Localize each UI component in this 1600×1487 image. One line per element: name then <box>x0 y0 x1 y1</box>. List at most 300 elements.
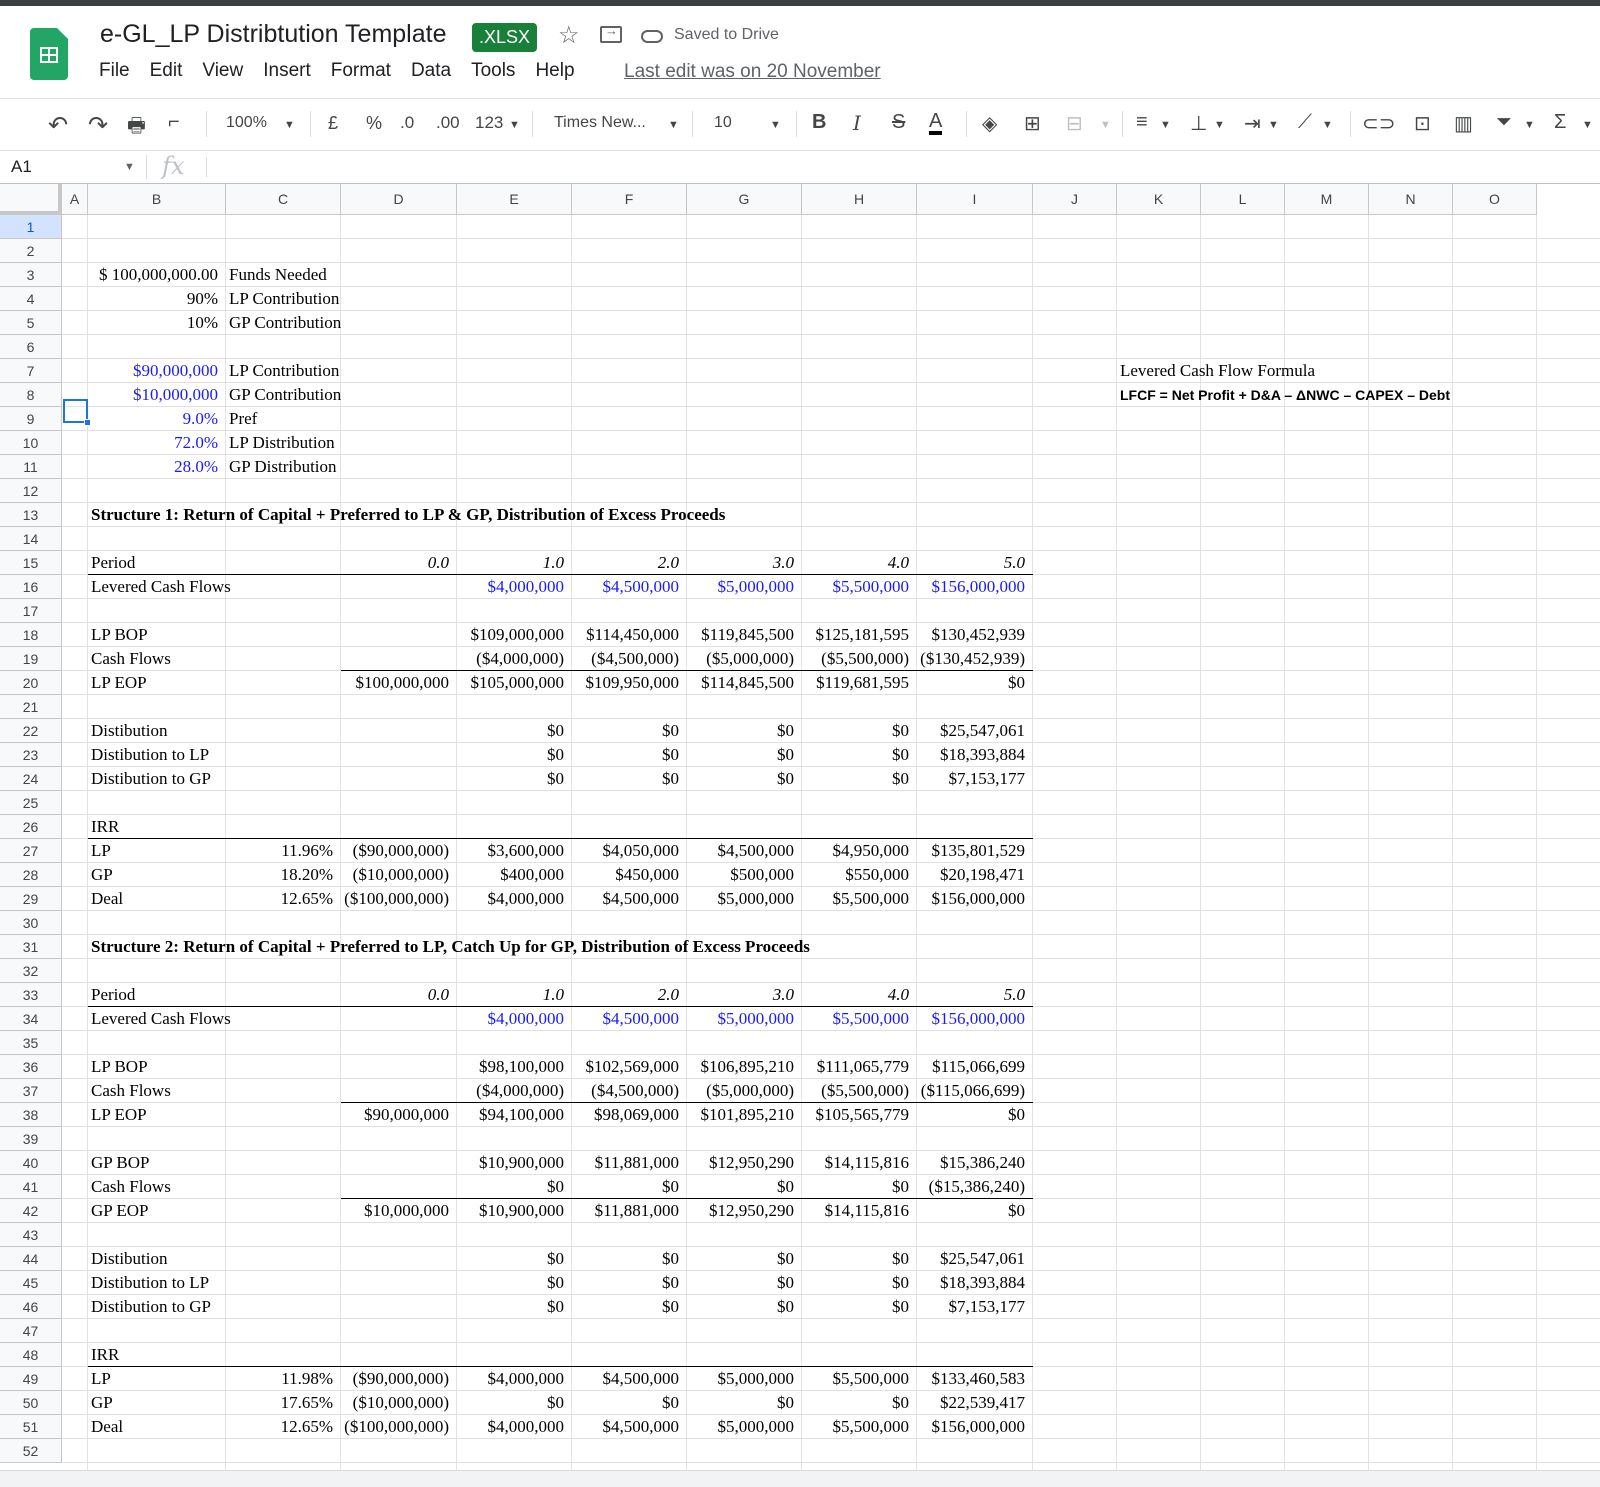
value-cell[interactable]: $5,500,000 <box>832 1417 909 1436</box>
row-header-20[interactable]: 20 <box>0 671 62 695</box>
italic-button[interactable]: I <box>853 111 861 135</box>
value-cell[interactable]: $450,000 <box>615 865 679 884</box>
chevron-down-icon[interactable]: ▼ <box>1582 119 1593 131</box>
value-cell[interactable]: 11.98% <box>281 1369 333 1388</box>
chevron-down-icon[interactable]: ▼ <box>1322 119 1333 131</box>
row-label[interactable]: LP <box>91 841 111 860</box>
row-label[interactable]: Period <box>91 553 136 572</box>
value-cell[interactable]: ($115,066,699) <box>920 1081 1025 1100</box>
value-cell[interactable]: 3.0 <box>772 553 794 572</box>
value-cell[interactable]: $94,100,000 <box>479 1105 564 1124</box>
row-header-39[interactable]: 39 <box>0 1127 62 1151</box>
row-header-48[interactable]: 48 <box>0 1343 62 1367</box>
value-cell[interactable]: ($15,386,240) <box>928 1177 1025 1196</box>
value-cell[interactable]: $25,547,061 <box>940 1249 1025 1268</box>
row-header-33[interactable]: 33 <box>0 983 62 1007</box>
chevron-down-icon[interactable]: ▼ <box>284 119 295 131</box>
value-cell[interactable]: $114,450,000 <box>586 625 679 644</box>
row-header-9[interactable]: 9 <box>0 407 62 431</box>
print-icon[interactable]: 🖶 <box>127 115 146 137</box>
row-header-28[interactable]: 28 <box>0 863 62 887</box>
value-cell[interactable]: $0 <box>547 1273 564 1292</box>
value-cell[interactable]: 1.0 <box>542 553 564 572</box>
value-cell[interactable]: $156,000,000 <box>931 889 1025 908</box>
value-cell[interactable]: $0 <box>662 1177 679 1196</box>
value-cell[interactable]: ($90,000,000) <box>352 1369 449 1388</box>
input-label[interactable]: Pref <box>229 409 258 428</box>
value-cell[interactable]: $10,900,000 <box>479 1153 564 1172</box>
text-wrap-icon[interactable]: ⇥ <box>1244 113 1261 135</box>
value-cell[interactable]: ($5,000,000) <box>706 649 794 668</box>
value-cell[interactable]: $102,569,000 <box>585 1057 679 1076</box>
value-cell[interactable]: $101,895,210 <box>700 1105 794 1124</box>
row-label[interactable]: Distibution to GP <box>91 1297 211 1316</box>
value-cell[interactable]: $0 <box>1008 673 1025 692</box>
value-cell[interactable]: 12.65% <box>280 889 333 908</box>
comment-icon[interactable]: ⊡ <box>1414 113 1431 135</box>
align-icon[interactable]: ≡ <box>1136 111 1148 133</box>
value-cell[interactable]: $4,500,000 <box>602 1417 679 1436</box>
filter-icon[interactable]: ⏷ <box>1496 111 1512 133</box>
row-header-38[interactable]: 38 <box>0 1103 62 1127</box>
menu-help[interactable]: Help <box>535 60 575 81</box>
value-cell[interactable]: $0 <box>892 1393 909 1412</box>
value-cell[interactable]: ($4,500,000) <box>591 1081 679 1100</box>
row-header-19[interactable]: 19 <box>0 647 62 671</box>
value-cell[interactable]: 0.0 <box>427 985 449 1004</box>
value-cell[interactable]: $5,500,000 <box>832 1369 909 1388</box>
row-header-23[interactable]: 23 <box>0 743 62 767</box>
row-label[interactable]: GP BOP <box>91 1153 150 1172</box>
row-header-51[interactable]: 51 <box>0 1415 62 1439</box>
input-value[interactable]: 9.0% <box>182 409 218 428</box>
value-cell[interactable]: $133,460,583 <box>931 1369 1025 1388</box>
row-header-42[interactable]: 42 <box>0 1199 62 1223</box>
column-header-o[interactable]: O <box>1453 184 1537 215</box>
value-cell[interactable]: $0 <box>892 1249 909 1268</box>
name-box[interactable]: A1 <box>11 157 32 176</box>
row-header-37[interactable]: 37 <box>0 1079 62 1103</box>
value-cell[interactable]: $22,539,417 <box>940 1393 1025 1412</box>
menu-file[interactable]: File <box>99 60 130 81</box>
row-label[interactable]: IRR <box>91 1345 120 1364</box>
value-cell[interactable]: $4,500,000 <box>602 1009 679 1028</box>
menu-tools[interactable]: Tools <box>471 60 516 81</box>
row-label[interactable]: Deal <box>91 1417 124 1436</box>
row-header-27[interactable]: 27 <box>0 839 62 863</box>
value-cell[interactable]: $156,000,000 <box>931 1417 1025 1436</box>
value-cell[interactable]: $119,845,500 <box>701 625 794 644</box>
column-header-i[interactable]: I <box>917 184 1033 215</box>
value-cell[interactable]: $0 <box>777 1393 794 1412</box>
value-cell[interactable]: ($4,500,000) <box>591 649 679 668</box>
currency-button[interactable]: £ <box>328 113 339 133</box>
value-cell[interactable]: $0 <box>777 1249 794 1268</box>
decrease-decimal-button[interactable]: .0 <box>400 113 415 132</box>
value-cell[interactable]: $0 <box>892 1273 909 1292</box>
value-cell[interactable]: $0 <box>892 1297 909 1316</box>
save-status[interactable]: Saved to Drive <box>674 26 779 43</box>
star-icon[interactable]: ☆ <box>558 22 580 49</box>
value-cell[interactable]: $4,500,000 <box>602 1369 679 1388</box>
value-cell[interactable]: $500,000 <box>730 865 794 884</box>
value-cell[interactable]: $125,181,595 <box>815 625 909 644</box>
row-header-13[interactable]: 13 <box>0 503 62 527</box>
chevron-down-icon[interactable]: ▼ <box>1160 119 1171 131</box>
menu-view[interactable]: View <box>202 60 244 81</box>
chevron-down-icon[interactable]: ▼ <box>1100 119 1111 131</box>
row-header-5[interactable]: 5 <box>0 311 62 335</box>
value-cell[interactable]: $4,000,000 <box>487 1009 564 1028</box>
value-cell[interactable]: $4,000,000 <box>487 577 564 596</box>
value-cell[interactable]: 4.0 <box>887 985 909 1004</box>
value-cell[interactable]: $0 <box>777 769 794 788</box>
move-folder-icon[interactable] <box>600 26 622 43</box>
value-cell[interactable]: $5,000,000 <box>717 577 794 596</box>
value-cell[interactable]: $0 <box>1008 1105 1025 1124</box>
row-label[interactable]: GP EOP <box>91 1201 149 1220</box>
row-header-15[interactable]: 15 <box>0 551 62 575</box>
value-cell[interactable]: $4,500,000 <box>602 889 679 908</box>
row-label[interactable]: Cash Flows <box>91 649 171 668</box>
value-cell[interactable]: $25,547,061 <box>940 721 1025 740</box>
column-header-l[interactable]: L <box>1201 184 1285 215</box>
value-cell[interactable]: $4,000,000 <box>487 889 564 908</box>
input-label[interactable]: LP Contribution <box>229 289 340 308</box>
value-cell[interactable]: $4,050,000 <box>602 841 679 860</box>
column-header-b[interactable]: B <box>88 184 226 215</box>
row-label[interactable]: Levered Cash Flows <box>91 1009 231 1028</box>
row-label[interactable]: LP BOP <box>91 1057 148 1076</box>
column-header-a[interactable]: A <box>62 184 88 215</box>
value-cell[interactable]: $5,500,000 <box>832 577 909 596</box>
vertical-align-icon[interactable]: ⊥ <box>1190 113 1208 135</box>
value-cell[interactable]: 11.96% <box>281 841 333 860</box>
row-header-32[interactable]: 32 <box>0 959 62 983</box>
strikethrough-button[interactable]: S <box>892 111 906 133</box>
value-cell[interactable]: 2.0 <box>657 985 679 1004</box>
value-cell[interactable]: $10,900,000 <box>479 1201 564 1220</box>
value-cell[interactable]: ($5,500,000) <box>821 649 909 668</box>
value-cell[interactable]: $0 <box>547 1393 564 1412</box>
value-cell[interactable]: ($4,000,000) <box>476 1081 564 1100</box>
percent-button[interactable]: % <box>366 113 383 133</box>
value-cell[interactable]: ($100,000,000) <box>344 1417 449 1436</box>
formula-note[interactable]: LFCF = Net Profit + D&A – ΔNWC – CAPEX – Debt <box>1120 387 1451 403</box>
value-cell[interactable]: $0 <box>892 769 909 788</box>
value-cell[interactable]: ($10,000,000) <box>352 1393 449 1412</box>
chevron-down-icon[interactable]: ▼ <box>1268 119 1279 131</box>
input-value[interactable]: $ 100,000,000.00 <box>99 265 218 284</box>
row-header-2[interactable]: 2 <box>0 239 62 263</box>
row-header-29[interactable]: 29 <box>0 887 62 911</box>
row-label[interactable]: Distibution to LP <box>91 1273 210 1292</box>
row-header-16[interactable]: 16 <box>0 575 62 599</box>
value-cell[interactable]: $11,881,000 <box>594 1201 679 1220</box>
row-header-7[interactable]: 7 <box>0 359 62 383</box>
input-value[interactable]: $90,000,000 <box>133 361 218 380</box>
row-label[interactable]: LP EOP <box>91 673 147 692</box>
value-cell[interactable]: $98,100,000 <box>479 1057 564 1076</box>
row-header-47[interactable]: 47 <box>0 1319 62 1343</box>
font-size-select[interactable]: 10 <box>714 114 732 131</box>
link-icon[interactable]: ⊂⊃ <box>1362 113 1396 135</box>
value-cell[interactable]: 3.0 <box>772 985 794 1004</box>
number-format-button[interactable]: 123 <box>475 113 504 132</box>
value-cell[interactable]: $114,845,500 <box>701 673 794 692</box>
value-cell[interactable]: $18,393,884 <box>940 1273 1025 1292</box>
document-title[interactable]: e-GL_LP Distribtution Template <box>100 20 447 48</box>
row-header-40[interactable]: 40 <box>0 1151 62 1175</box>
value-cell[interactable]: $12,950,290 <box>709 1153 794 1172</box>
bold-button[interactable]: B <box>812 111 827 133</box>
chevron-down-icon[interactable]: ▼ <box>668 119 679 131</box>
value-cell[interactable]: $0 <box>662 721 679 740</box>
chevron-down-icon[interactable]: ▼ <box>1214 119 1225 131</box>
row-label[interactable]: LP EOP <box>91 1105 147 1124</box>
menu-edit[interactable]: Edit <box>149 60 183 81</box>
row-header-26[interactable]: 26 <box>0 815 62 839</box>
value-cell[interactable]: 0.0 <box>427 553 449 572</box>
value-cell[interactable]: $5,000,000 <box>717 1369 794 1388</box>
value-cell[interactable]: $0 <box>777 1297 794 1316</box>
value-cell[interactable]: $135,801,529 <box>931 841 1025 860</box>
row-header-36[interactable]: 36 <box>0 1055 62 1079</box>
value-cell[interactable]: $100,000,000 <box>355 673 449 692</box>
column-header-k[interactable]: K <box>1117 184 1201 215</box>
value-cell[interactable]: 18.20% <box>280 865 333 884</box>
text-rotate-icon[interactable]: ⟋ <box>1298 111 1312 133</box>
merge-cells-icon[interactable]: ⊟ <box>1066 113 1083 135</box>
value-cell[interactable]: $0 <box>547 769 564 788</box>
row-label[interactable]: Levered Cash Flows <box>91 577 231 596</box>
value-cell[interactable]: $0 <box>1008 1201 1025 1220</box>
formula-note-title[interactable]: Levered Cash Flow Formula <box>1120 361 1315 380</box>
value-cell[interactable]: $0 <box>547 1177 564 1196</box>
row-label[interactable]: LP BOP <box>91 625 148 644</box>
value-cell[interactable]: ($90,000,000) <box>352 841 449 860</box>
input-label[interactable]: GP Distribution <box>229 457 337 476</box>
row-header-43[interactable]: 43 <box>0 1223 62 1247</box>
row-header-24[interactable]: 24 <box>0 767 62 791</box>
font-family-select[interactable]: Times New... <box>554 114 646 131</box>
paint-format-icon[interactable]: ⌐ <box>168 111 180 133</box>
value-cell[interactable]: $0 <box>777 1273 794 1292</box>
value-cell[interactable]: $156,000,000 <box>931 1009 1025 1028</box>
value-cell[interactable]: $4,500,000 <box>717 841 794 860</box>
value-cell[interactable]: $3,600,000 <box>487 841 564 860</box>
value-cell[interactable]: $105,565,779 <box>815 1105 909 1124</box>
value-cell[interactable]: $98,069,000 <box>594 1105 679 1124</box>
value-cell[interactable]: 5.0 <box>1003 553 1025 572</box>
input-label[interactable]: GP Contribution <box>229 313 342 332</box>
value-cell[interactable]: $115,066,699 <box>932 1057 1025 1076</box>
chevron-down-icon[interactable]: ▼ <box>509 119 520 131</box>
value-cell[interactable]: $5,000,000 <box>717 889 794 908</box>
row-header-25[interactable]: 25 <box>0 791 62 815</box>
value-cell[interactable]: $0 <box>547 721 564 740</box>
row-header-12[interactable]: 12 <box>0 479 62 503</box>
chevron-down-icon[interactable]: ▼ <box>124 161 135 173</box>
row-label[interactable]: LP <box>91 1369 111 1388</box>
input-label[interactable]: GP Contribution <box>229 385 342 404</box>
value-cell[interactable]: $11,881,000 <box>594 1153 679 1172</box>
value-cell[interactable]: $5,500,000 <box>832 889 909 908</box>
column-header-n[interactable]: N <box>1369 184 1453 215</box>
row-label[interactable]: Distibution <box>91 1249 168 1268</box>
value-cell[interactable]: $0 <box>662 1273 679 1292</box>
row-header-41[interactable]: 41 <box>0 1175 62 1199</box>
zoom-select[interactable]: 100% <box>226 114 267 131</box>
value-cell[interactable]: $18,393,884 <box>940 745 1025 764</box>
value-cell[interactable]: ($5,000,000) <box>706 1081 794 1100</box>
row-header-21[interactable]: 21 <box>0 695 62 719</box>
value-cell[interactable]: $12,950,290 <box>709 1201 794 1220</box>
column-header-e[interactable]: E <box>457 184 572 215</box>
value-cell[interactable]: $0 <box>777 721 794 740</box>
row-header-44[interactable]: 44 <box>0 1247 62 1271</box>
value-cell[interactable]: $106,895,210 <box>700 1057 794 1076</box>
menu-insert[interactable]: Insert <box>263 60 311 81</box>
value-cell[interactable]: $0 <box>662 1249 679 1268</box>
row-header-46[interactable]: 46 <box>0 1295 62 1319</box>
value-cell[interactable]: $0 <box>892 1177 909 1196</box>
undo-icon[interactable]: ↶ <box>48 112 69 139</box>
value-cell[interactable]: $7,153,177 <box>948 1297 1025 1316</box>
column-header-g[interactable]: G <box>687 184 802 215</box>
row-header-52[interactable]: 52 <box>0 1439 62 1463</box>
cloud-saved-icon[interactable] <box>641 30 663 43</box>
row-label[interactable]: Cash Flows <box>91 1177 171 1196</box>
value-cell[interactable]: $4,000,000 <box>487 1417 564 1436</box>
value-cell[interactable]: $0 <box>662 1297 679 1316</box>
value-cell[interactable]: $15,386,240 <box>940 1153 1025 1172</box>
input-value[interactable]: $10,000,000 <box>133 385 218 404</box>
input-value[interactable]: 90% <box>186 289 218 308</box>
value-cell[interactable]: $105,000,000 <box>470 673 564 692</box>
value-cell[interactable]: 1.0 <box>542 985 564 1004</box>
row-label[interactable]: Deal <box>91 889 124 908</box>
select-all-corner[interactable] <box>0 184 62 215</box>
value-cell[interactable]: $10,000,000 <box>364 1201 449 1220</box>
row-label[interactable]: IRR <box>91 817 120 836</box>
value-cell[interactable]: $14,115,816 <box>824 1201 909 1220</box>
functions-button[interactable]: Σ <box>1554 111 1567 133</box>
value-cell[interactable]: $5,000,000 <box>717 1417 794 1436</box>
row-label[interactable]: Cash Flows <box>91 1081 171 1100</box>
value-cell[interactable]: 2.0 <box>657 553 679 572</box>
value-cell[interactable]: $4,950,000 <box>832 841 909 860</box>
input-value[interactable]: 28.0% <box>174 457 218 476</box>
row-header-14[interactable]: 14 <box>0 527 62 551</box>
value-cell[interactable]: $0 <box>547 745 564 764</box>
value-cell[interactable]: ($10,000,000) <box>352 865 449 884</box>
row-header-34[interactable]: 34 <box>0 1007 62 1031</box>
value-cell[interactable]: $5,000,000 <box>717 1009 794 1028</box>
value-cell[interactable]: $111,065,779 <box>816 1057 909 1076</box>
value-cell[interactable]: $109,950,000 <box>585 673 679 692</box>
value-cell[interactable]: 17.65% <box>280 1393 333 1412</box>
column-header-d[interactable]: D <box>341 184 457 215</box>
value-cell[interactable]: $130,452,939 <box>931 625 1025 644</box>
row-header-49[interactable]: 49 <box>0 1367 62 1391</box>
column-header-j[interactable]: J <box>1033 184 1117 215</box>
row-header-30[interactable]: 30 <box>0 911 62 935</box>
value-cell[interactable]: $109,000,000 <box>470 625 564 644</box>
value-cell[interactable]: $90,000,000 <box>364 1105 449 1124</box>
value-cell[interactable]: $4,000,000 <box>487 1369 564 1388</box>
value-cell[interactable]: ($4,000,000) <box>476 649 564 668</box>
redo-icon[interactable]: ↷ <box>88 112 109 139</box>
column-header-h[interactable]: H <box>802 184 917 215</box>
value-cell[interactable]: $7,153,177 <box>948 769 1025 788</box>
input-label[interactable]: LP Contribution <box>229 361 340 380</box>
section-title[interactable]: Structure 2: Return of Capital + Preferred to LP, Catch Up for GP, Distribution of Excess Proceeds <box>91 937 810 956</box>
value-cell[interactable]: $119,681,595 <box>816 673 909 692</box>
row-header-4[interactable]: 4 <box>0 287 62 311</box>
row-header-6[interactable]: 6 <box>0 335 62 359</box>
value-cell[interactable]: 12.65% <box>280 1417 333 1436</box>
row-header-3[interactable]: 3 <box>0 263 62 287</box>
value-cell[interactable]: $4,500,000 <box>602 577 679 596</box>
row-header-45[interactable]: 45 <box>0 1271 62 1295</box>
row-header-11[interactable]: 11 <box>0 455 62 479</box>
row-header-18[interactable]: 18 <box>0 623 62 647</box>
row-header-17[interactable]: 17 <box>0 599 62 623</box>
row-header-22[interactable]: 22 <box>0 719 62 743</box>
row-label[interactable]: GP <box>91 865 113 884</box>
spreadsheet-grid[interactable] <box>0 184 1600 1470</box>
value-cell[interactable]: $0 <box>547 1297 564 1316</box>
row-header-8[interactable]: 8 <box>0 383 62 407</box>
value-cell[interactable]: $0 <box>662 745 679 764</box>
value-cell[interactable]: $0 <box>662 769 679 788</box>
chevron-down-icon[interactable]: ▼ <box>770 119 781 131</box>
fill-handle[interactable] <box>84 419 91 426</box>
value-cell[interactable]: ($130,452,939) <box>920 649 1025 668</box>
value-cell[interactable]: $400,000 <box>500 865 564 884</box>
menu-data[interactable]: Data <box>410 60 452 81</box>
input-value[interactable]: 10% <box>186 313 218 332</box>
fill-color-icon[interactable]: ◈ <box>982 113 998 135</box>
section-title[interactable]: Structure 1: Return of Capital + Preferred to LP & GP, Distribution of Excess Proceeds <box>91 505 726 524</box>
text-color-button[interactable]: A <box>929 111 942 135</box>
value-cell[interactable]: ($5,500,000) <box>821 1081 909 1100</box>
row-header-35[interactable]: 35 <box>0 1031 62 1055</box>
value-cell[interactable]: $550,000 <box>845 865 909 884</box>
row-label[interactable]: Distibution to LP <box>91 745 210 764</box>
value-cell[interactable]: $20,198,471 <box>940 865 1025 884</box>
value-cell[interactable]: $0 <box>777 1177 794 1196</box>
value-cell[interactable]: $0 <box>777 745 794 764</box>
sheets-logo-icon[interactable] <box>30 28 68 80</box>
increase-decimal-button[interactable]: .00 <box>436 113 460 132</box>
chart-icon[interactable]: ▥ <box>1454 113 1473 135</box>
value-cell[interactable]: $0 <box>892 745 909 764</box>
value-cell[interactable]: 5.0 <box>1003 985 1025 1004</box>
column-header-c[interactable]: C <box>226 184 341 215</box>
row-header-31[interactable]: 31 <box>0 935 62 959</box>
value-cell[interactable]: $5,500,000 <box>832 1009 909 1028</box>
chevron-down-icon[interactable]: ▼ <box>1524 119 1535 131</box>
value-cell[interactable]: $156,000,000 <box>931 577 1025 596</box>
value-cell[interactable]: $0 <box>662 1393 679 1412</box>
row-label[interactable]: Period <box>91 985 136 1004</box>
row-label[interactable]: GP <box>91 1393 113 1412</box>
row-header-1[interactable]: 1 <box>0 215 62 239</box>
row-label[interactable]: Distibution to GP <box>91 769 211 788</box>
menu-format[interactable]: Format <box>330 60 391 81</box>
